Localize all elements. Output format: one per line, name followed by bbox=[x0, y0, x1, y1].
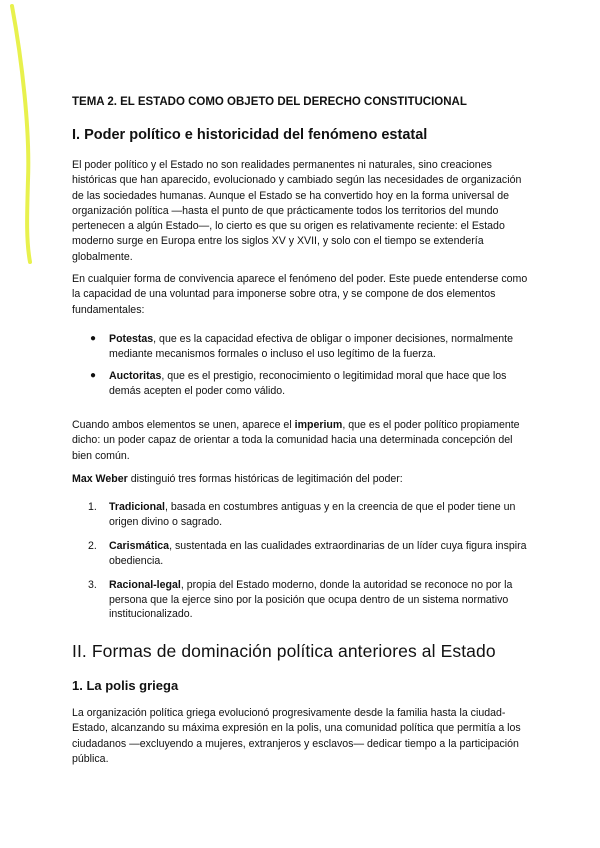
list-number: 1. bbox=[88, 501, 97, 513]
paragraph-text: , que es el poder político propiamente dicho: un poder capaz de orientar a toda la comunidad hacia una determinada concepción del bien común. bbox=[72, 419, 520, 462]
bullet-term: Potestas bbox=[109, 333, 154, 345]
paragraph-text: distinguió tres formas históricas de legitimación del poder: bbox=[127, 473, 403, 485]
legitimation-item-traditional bbox=[72, 500, 532, 529]
bullet-marker: ● bbox=[90, 370, 97, 381]
list-number: 3. bbox=[88, 579, 97, 591]
bullet-marker: ● bbox=[90, 333, 97, 344]
section-1-paragraph-2: En cualquier forma de convivencia aparece el fenómeno del poder. Este puede entenderse como la capacidad de una voluntad para imponerse sobre otra, y se compone de dos elementos fundamentales: bbox=[72, 273, 528, 316]
bullet-term: Auctoritas bbox=[109, 370, 162, 382]
legitimation-item-rational-legal bbox=[72, 578, 532, 622]
section-1-paragraph-4 bbox=[72, 472, 532, 487]
section-1-paragraph-3 bbox=[72, 418, 532, 464]
imperium-term: imperium bbox=[294, 419, 343, 431]
bullet-potestas bbox=[72, 332, 532, 361]
document-title: TEMA 2. EL ESTADO COMO OBJETO DEL DERECHO CONSTITUCIONAL bbox=[72, 96, 467, 108]
item-term: Racional-legal bbox=[109, 579, 181, 591]
section-2-paragraph-1: La organización política griega evolucionó progresivamente desde la familia hasta la ciudad-Estado, alcanzando su máxima expresión en la polis, una comunidad política que permitía a los ciudadanos —excluyendo a mujeres, extranjeros y esclavos— dedicar tiempo a la participación pública. bbox=[72, 707, 521, 765]
legitimation-item-charismatic bbox=[72, 539, 532, 568]
item-text: , sustentada en las cualidades extraordinarias de un líder cuya figura inspira obediencia. bbox=[109, 540, 527, 567]
paragraph-text: Cuando ambos elementos se unen, aparece el bbox=[72, 419, 295, 431]
section-1-paragraph-1: El poder político y el Estado no son realidades permanentes ni naturales, sino creaciones históricas que han aparecido, evolucionado y cambiado según las necesidades de organización de las sociedades humanas. Aunque el Estado se ha convertido hoy en la forma universal de organización política —hasta el punto de que prácticamente todos los territorios del mundo pertenecen a algún Estado—, lo cierto es que su origen es relativamente reciente: el Estado moderno surge en Europa entre los siglos XV y XVII, y solo con el tiempo se extendería globalmente. bbox=[72, 159, 522, 263]
section-2-subheading: 1. La polis griega bbox=[72, 678, 179, 693]
item-text: , basada en costumbres antiguas y en la creencia de que el poder tiene un origen divino o sagrado. bbox=[109, 501, 516, 528]
list-number: 2. bbox=[88, 540, 97, 552]
bullet-text: , que es el prestigio, reconocimiento o legitimidad moral que hace que los demás acepten el poder como válido. bbox=[109, 370, 507, 397]
highlighter-stroke bbox=[0, 0, 60, 270]
item-term: Carismática bbox=[109, 540, 170, 552]
section-2-heading: II. Formas de dominación política anteriores al Estado bbox=[72, 641, 496, 661]
section-1-heading: I. Poder político e historicidad del fenómeno estatal bbox=[72, 127, 428, 143]
item-text: , propia del Estado moderno, donde la autoridad se reconoce no por la persona que la ejerce sino por la posición que ocupa dentro de un sistema normativo institucionalizado. bbox=[109, 579, 513, 621]
max-weber-term: Max Weber bbox=[72, 473, 128, 485]
item-term: Tradicional bbox=[109, 501, 165, 513]
bullet-auctoritas bbox=[72, 369, 532, 398]
bullet-text: , que es la capacidad efectiva de obligar o imponer decisiones, normalmente mediante mecanismos formales o incluso el uso legítimo de la fuerza. bbox=[109, 333, 513, 360]
